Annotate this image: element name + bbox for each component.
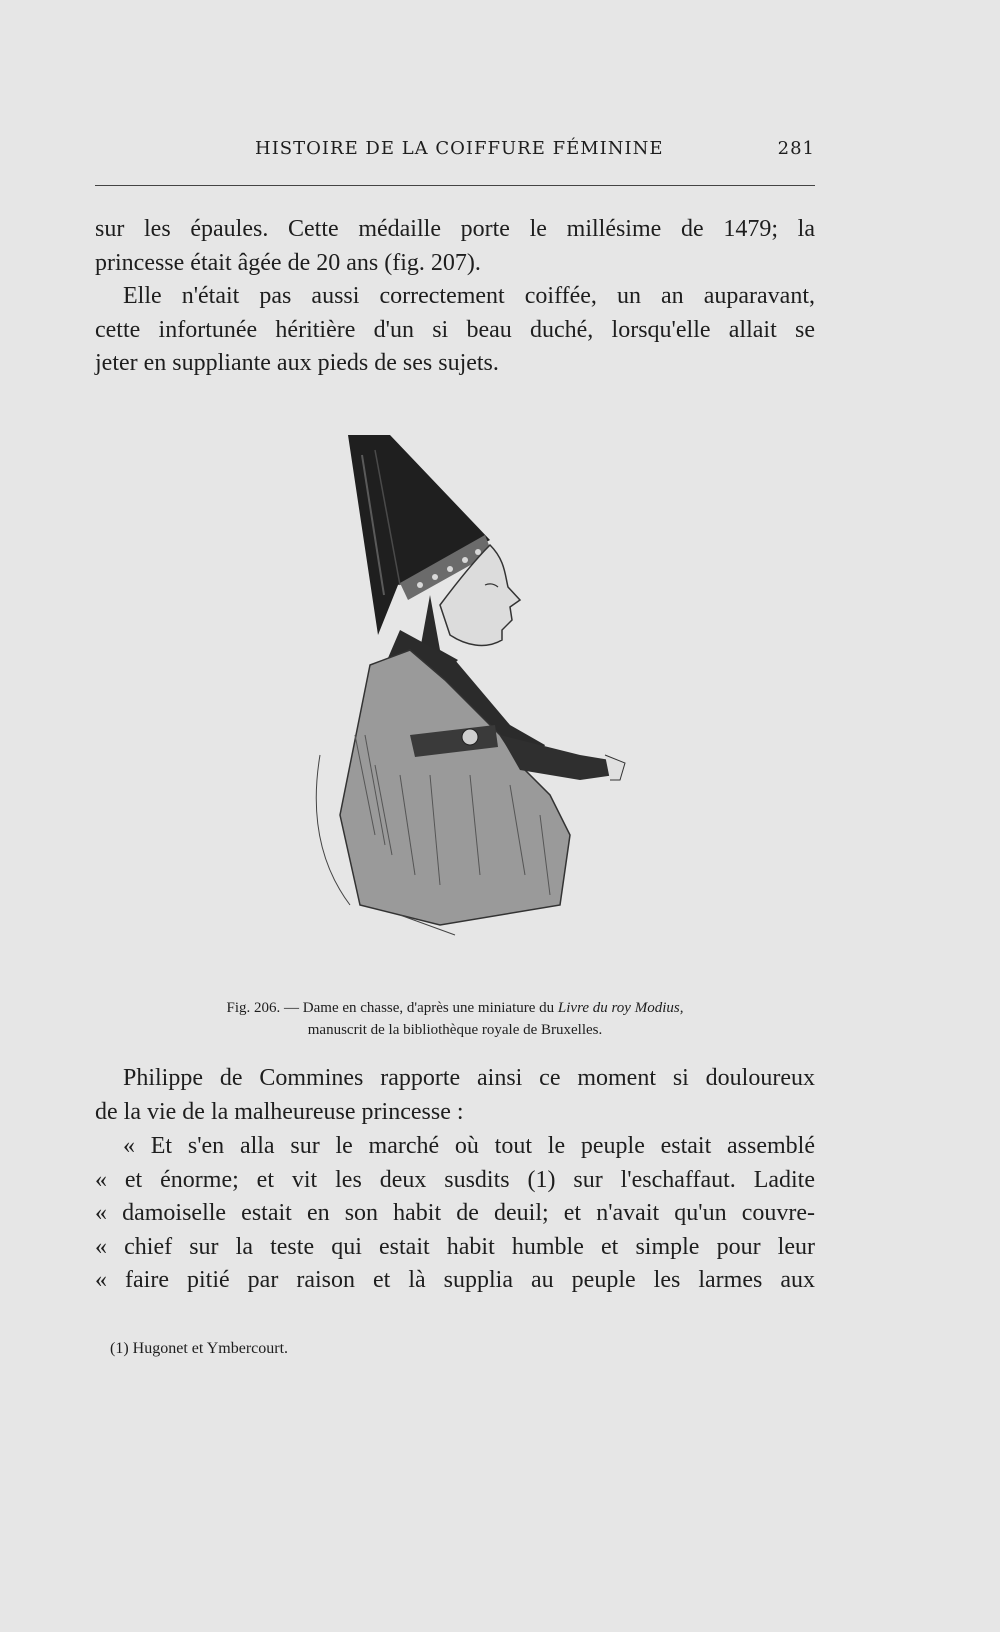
text-line: princesse était âgée de 20 ans (fig. 207). xyxy=(95,249,481,276)
quote-line: « chief sur la teste qui estait habit humble et simple pour leur xyxy=(95,1233,815,1260)
text-line: sur les épaules. Cette médaille porte le millésime de 1479; la xyxy=(95,216,815,242)
figure-caption xyxy=(95,997,815,1041)
header-rule xyxy=(95,185,815,186)
quote-line: « faire pitié par raison et là supplia au peuple les larmes aux xyxy=(95,1267,815,1293)
caption-line-2: manuscrit de la bibliothèque royale de Bruxelles. xyxy=(307,1022,603,1038)
text-line: Philippe de Commines rapporte ainsi ce moment si douloureux xyxy=(123,1065,815,1091)
paragraph-1 xyxy=(95,213,815,280)
lady-hennin-illustration xyxy=(280,435,630,975)
caption-title: Livre du roy Modius, xyxy=(557,1000,684,1016)
engraving-lady-hennin xyxy=(280,435,630,975)
page-number: 281 xyxy=(777,138,815,159)
running-title: HISTOIRE DE LA COIFFURE FÉMININE xyxy=(255,138,664,159)
text-line: de la vie de la malheureuse princesse : xyxy=(95,1098,464,1125)
quote-line: « Et s'en alla sur le marché où tout le peuple estait assemblé xyxy=(123,1133,815,1159)
quote-line: « damoiselle estait en son habit de deuil; et n'avait qu'un couvre- xyxy=(95,1200,815,1226)
quote-line: « et énorme; et vit les deux susdits (1) sur l'eschaffaut. Ladite xyxy=(95,1166,815,1193)
paragraph-2 xyxy=(95,280,815,381)
paragraph-3 xyxy=(95,1062,815,1129)
text-line: Elle n'était pas aussi correctement coiffée, un an auparavant, xyxy=(123,283,815,309)
footnote: (1) Hugonet et Ymbercourt. xyxy=(110,1340,289,1357)
caption-prefix: Fig. 206. — Dame en chasse, d'après une miniature du xyxy=(226,1000,558,1016)
text-line: jeter en suppliante aux pieds de ses sujets. xyxy=(95,350,499,376)
quotation xyxy=(95,1130,815,1298)
text-line: cette infortunée héritière d'un si beau duché, lorsqu'elle allait se xyxy=(95,316,815,343)
